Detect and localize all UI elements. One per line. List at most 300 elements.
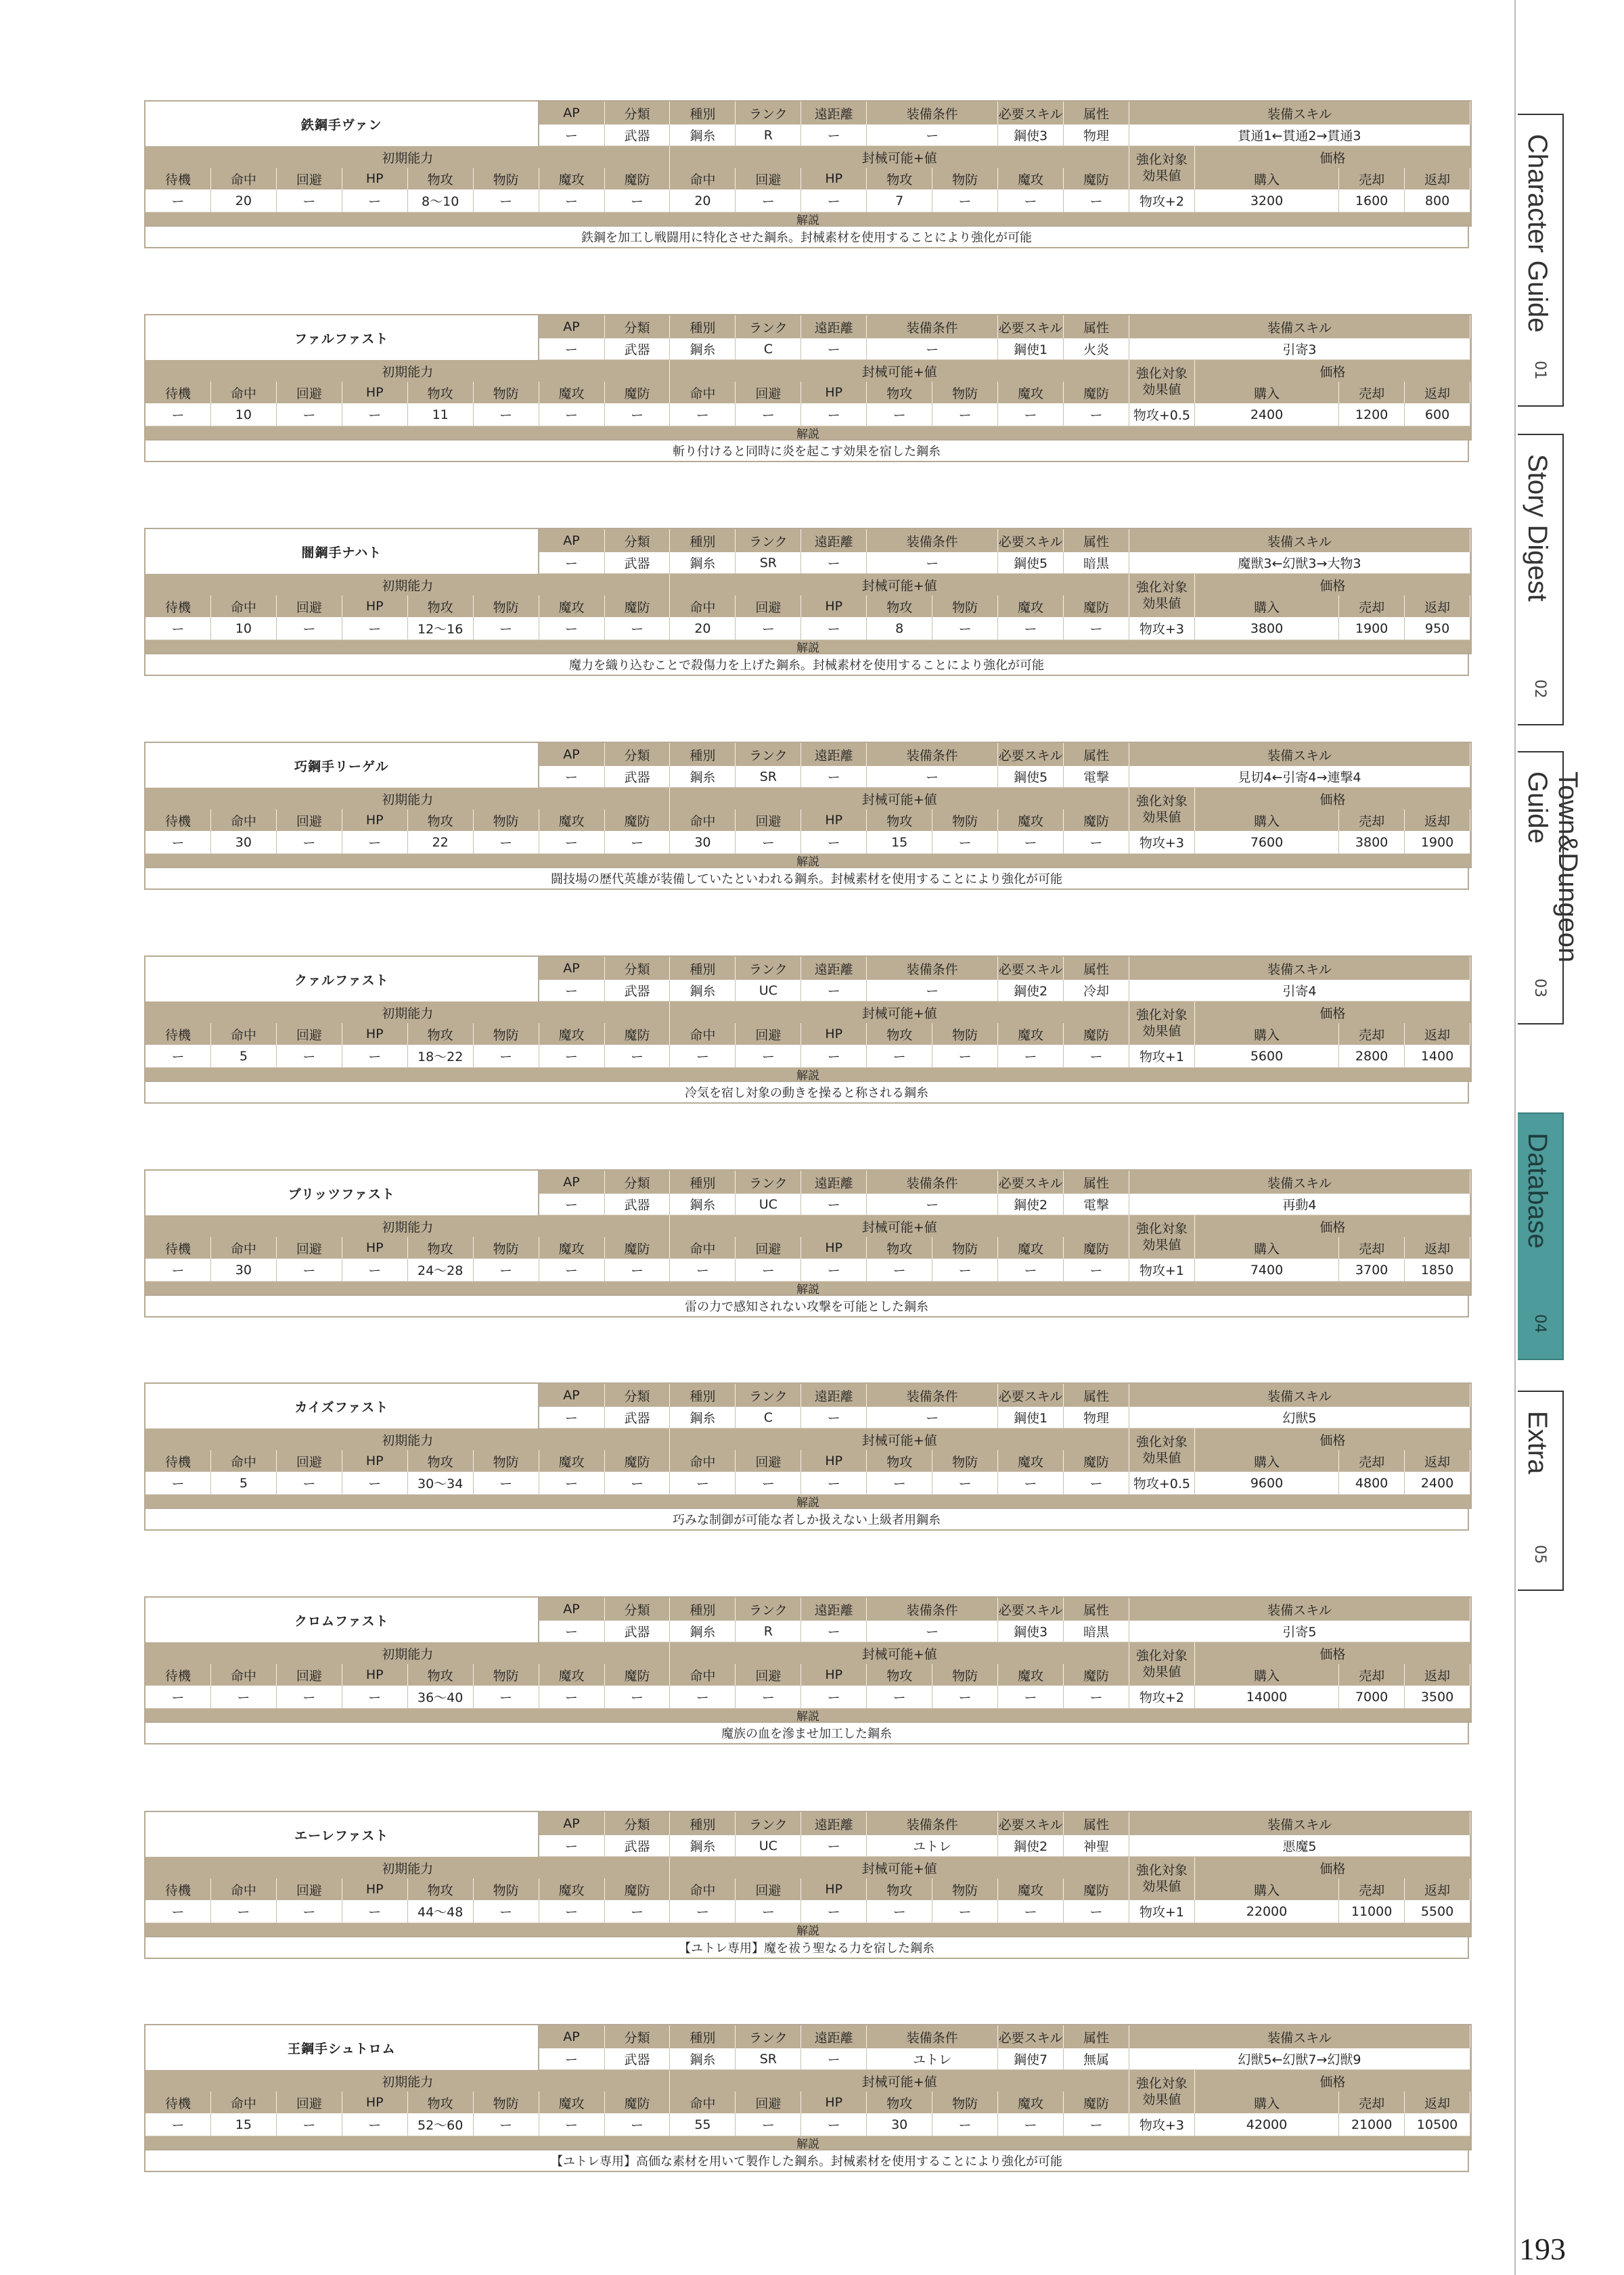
stat-value: 11 <box>408 403 474 426</box>
header-cell: 装備条件 <box>867 1598 998 1621</box>
header-sealable: 封械可能+値 <box>670 1857 1129 1878</box>
stat-value: 22 <box>408 831 474 854</box>
header-cell: 属性 <box>1064 315 1129 338</box>
header-initial-stats: 初期能力 <box>145 574 670 595</box>
header-price-col: 返却 <box>1405 1237 1470 1259</box>
header-cell: ランク <box>736 1384 801 1407</box>
stat-value: ー <box>736 1259 801 1282</box>
weapon-entry <box>144 314 1469 462</box>
header-stat: 物攻 <box>408 1878 474 1900</box>
chapter-tab[interactable] <box>1518 751 1583 1024</box>
stat-value: ー <box>736 1472 801 1495</box>
header-stat: 魔攻 <box>998 809 1064 831</box>
stat-value: ー <box>801 1045 867 1068</box>
header-cell: 装備条件 <box>867 315 998 338</box>
header-stat: 回避 <box>736 1450 801 1472</box>
header-stat: 物攻 <box>867 1664 932 1686</box>
header-stat: 物防 <box>474 1450 539 1472</box>
stat-value: ー <box>867 1045 932 1068</box>
value-cell: ー <box>539 980 605 1001</box>
header-stat: 待機 <box>145 595 211 617</box>
stat-value: ー <box>145 1045 211 1068</box>
weapon-entry <box>144 742 1469 890</box>
value-cell: ー <box>867 125 998 146</box>
value-cell: 鋼使2 <box>998 1835 1064 1857</box>
header-price-col: 購入 <box>1195 382 1339 403</box>
stat-value: ー <box>605 1045 671 1068</box>
header-cell: 分類 <box>605 315 671 338</box>
value-cell: SR <box>736 552 801 574</box>
stat-value: ー <box>998 1259 1064 1282</box>
header-stat: 回避 <box>277 595 342 617</box>
header-cell: 分類 <box>605 1171 671 1194</box>
weapon-table <box>144 528 1472 654</box>
header-stat: 魔防 <box>605 1023 671 1045</box>
stat-value: ー <box>932 403 998 426</box>
value-cell: 武器 <box>605 338 671 360</box>
header-stat: HP <box>801 2092 867 2113</box>
price-sell: 21000 <box>1339 2113 1405 2136</box>
header-stat: 回避 <box>736 168 801 189</box>
price-return: 800 <box>1405 189 1470 212</box>
header-sealable: 封械可能+値 <box>670 2070 1129 2092</box>
price-return: 1400 <box>1405 1045 1470 1068</box>
header-cell: 種別 <box>670 315 736 338</box>
header-cell: 種別 <box>670 1384 736 1407</box>
header-stat: 物攻 <box>408 1023 474 1045</box>
stat-value: 8 <box>867 617 932 640</box>
header-cell: AP <box>539 743 605 766</box>
stat-value: ー <box>277 2113 342 2136</box>
value-cell: ー <box>867 552 998 574</box>
header-cell: 遠距離 <box>801 529 867 552</box>
stat-value: ー <box>277 1900 342 1923</box>
enhance-value: 物攻+2 <box>1129 189 1195 212</box>
header-price-col: 売却 <box>1339 595 1405 617</box>
desc-header: 解説 <box>145 212 1470 225</box>
stat-value: ー <box>277 617 342 640</box>
weapon-description: 斬り付けると同時に炎を起こす効果を宿した鋼糸 <box>144 441 1469 462</box>
value-cell: 鋼使5 <box>998 552 1064 574</box>
stat-value: ー <box>145 831 211 854</box>
value-cell: 武器 <box>605 1407 671 1428</box>
header-stat: 回避 <box>736 1237 801 1259</box>
stat-value: ー <box>736 1686 801 1709</box>
header-stat: 回避 <box>277 1450 342 1472</box>
stat-value: ー <box>342 403 408 426</box>
stat-value: ー <box>736 403 801 426</box>
value-cell: ー <box>801 2048 867 2070</box>
header-cell: AP <box>539 1812 605 1835</box>
stat-value: ー <box>277 189 342 212</box>
weapon-name: 巧鋼手リーゲル <box>145 743 539 788</box>
header-enhance: 強化対象 効果値 <box>1129 146 1195 189</box>
value-cell: ユトレ <box>867 2048 998 2070</box>
header-stat: 魔攻 <box>539 1664 605 1686</box>
header-stat: HP <box>342 1023 408 1045</box>
header-cell: AP <box>539 315 605 338</box>
header-stat: 命中 <box>211 595 277 617</box>
stat-value: ー <box>736 1045 801 1068</box>
header-stat: 魔攻 <box>539 2092 605 2113</box>
price-sell: 3700 <box>1339 1259 1405 1282</box>
value-cell: 鋼糸 <box>670 1407 736 1428</box>
header-stat: HP <box>801 1878 867 1900</box>
stat-value: ー <box>277 1686 342 1709</box>
header-cell: 遠距離 <box>801 1812 867 1835</box>
header-price-col: 返却 <box>1405 168 1470 189</box>
header-cell: 必要スキル <box>998 2025 1064 2048</box>
header-stat: HP <box>342 1664 408 1686</box>
header-cell: 遠距離 <box>801 1171 867 1194</box>
desc-header: 解説 <box>145 1923 1470 1936</box>
header-cell: 必要スキル <box>998 743 1064 766</box>
value-cell: ー <box>539 1194 605 1215</box>
header-price: 価格 <box>1195 1428 1470 1450</box>
header-stat: 命中 <box>670 595 736 617</box>
header-cell: AP <box>539 1384 605 1407</box>
stat-value: ー <box>277 1472 342 1495</box>
header-price-col: 購入 <box>1195 1023 1339 1045</box>
header-stat: HP <box>801 1237 867 1259</box>
price-return: 10500 <box>1405 2113 1470 2136</box>
header-cell: 種別 <box>670 102 736 125</box>
header-cell: 属性 <box>1064 529 1129 552</box>
header-initial-stats: 初期能力 <box>145 788 670 809</box>
header-cell: AP <box>539 529 605 552</box>
price-return: 5500 <box>1405 1900 1470 1923</box>
stat-value: ー <box>1064 1472 1129 1495</box>
value-cell: UC <box>736 980 801 1001</box>
stat-value: ー <box>277 1045 342 1068</box>
stat-value: 20 <box>670 189 736 212</box>
value-cell: 武器 <box>605 552 671 574</box>
header-stat: 魔防 <box>605 1450 671 1472</box>
header-cell: 装備スキル <box>1129 957 1470 980</box>
header-enhance: 強化対象 効果値 <box>1129 360 1195 403</box>
header-stat: 物攻 <box>408 168 474 189</box>
stat-value: ー <box>277 831 342 854</box>
header-cell: 装備スキル <box>1129 102 1470 125</box>
header-stat: HP <box>801 1450 867 1472</box>
stat-value: ー <box>736 189 801 212</box>
stat-value: ー <box>1064 617 1129 640</box>
weapon-description: 巧みな制御が可能な者しか扱えない上級者用鋼糸 <box>144 1509 1469 1531</box>
header-stat: 物防 <box>932 809 998 831</box>
weapon-entry <box>144 1382 1469 1531</box>
weapon-table <box>144 955 1472 1082</box>
page-number: 193 <box>1519 2232 1566 2266</box>
header-stat: 待機 <box>145 1450 211 1472</box>
header-initial-stats: 初期能力 <box>145 1857 670 1878</box>
header-stat: 魔防 <box>1064 1664 1129 1686</box>
stat-value: 30 <box>211 1259 277 1282</box>
header-stat: 回避 <box>277 1664 342 1686</box>
value-cell: 鋼使5 <box>998 766 1064 788</box>
header-stat: HP <box>342 595 408 617</box>
header-price: 価格 <box>1195 1642 1470 1664</box>
stat-value: ー <box>539 1472 605 1495</box>
weapon-description: 【ユトレ専用】魔を祓う聖なる力を宿した鋼糸 <box>144 1937 1469 1959</box>
value-cell: UC <box>736 1194 801 1215</box>
chapter-tab[interactable] <box>1518 1391 1564 1591</box>
value-cell: 鋼糸 <box>670 552 736 574</box>
header-stat: 待機 <box>145 809 211 831</box>
stat-value: ー <box>998 617 1064 640</box>
value-cell: 鋼使7 <box>998 2048 1064 2070</box>
value-cell: 物理 <box>1064 125 1129 146</box>
header-sealable: 封械可能+値 <box>670 1642 1129 1664</box>
stat-value: ー <box>932 2113 998 2136</box>
stat-value: ー <box>342 189 408 212</box>
stat-value: ー <box>1064 1900 1129 1923</box>
header-price: 価格 <box>1195 360 1470 382</box>
stat-value: ー <box>605 189 671 212</box>
header-cell: 装備条件 <box>867 102 998 125</box>
header-cell: 種別 <box>670 957 736 980</box>
header-stat: 回避 <box>277 168 342 189</box>
chapter-tab[interactable] <box>1518 114 1564 407</box>
stat-value: ー <box>1064 831 1129 854</box>
header-price-col: 返却 <box>1405 1878 1470 1900</box>
value-cell: ー <box>801 766 867 788</box>
stat-value: ー <box>342 2113 408 2136</box>
header-stat: 回避 <box>736 809 801 831</box>
stat-value: 30 <box>867 2113 932 2136</box>
header-stat: 魔防 <box>605 1664 671 1686</box>
header-cell: 必要スキル <box>998 315 1064 338</box>
header-stat: 回避 <box>736 595 801 617</box>
value-cell: 電撃 <box>1064 1194 1129 1215</box>
price-buy: 3800 <box>1195 617 1339 640</box>
value-cell: ー <box>539 125 605 146</box>
value-cell: ー <box>867 338 998 360</box>
header-price-col: 購入 <box>1195 809 1339 831</box>
stat-value: 15 <box>867 831 932 854</box>
header-stat: 魔攻 <box>539 382 605 403</box>
header-stat: 物攻 <box>408 1237 474 1259</box>
price-return: 600 <box>1405 403 1470 426</box>
header-price-col: 売却 <box>1339 1237 1405 1259</box>
stat-value: ー <box>801 2113 867 2136</box>
header-stat: 待機 <box>145 1878 211 1900</box>
header-price-col: 返却 <box>1405 595 1470 617</box>
weapon-description: 鉄鋼を加工し戦闘用に特化させた鋼糸。封械素材を使用することにより強化が可能 <box>144 227 1469 248</box>
stat-value: 7 <box>867 189 932 212</box>
header-stat: 物防 <box>932 1878 998 1900</box>
header-stat: 魔防 <box>1064 595 1129 617</box>
header-stat: 物防 <box>474 168 539 189</box>
header-cell: 装備スキル <box>1129 1171 1470 1194</box>
stat-value: ー <box>277 403 342 426</box>
header-cell: 装備スキル <box>1129 743 1470 766</box>
header-price-col: 返却 <box>1405 2092 1470 2113</box>
header-cell: ランク <box>736 315 801 338</box>
price-buy: 5600 <box>1195 1045 1339 1068</box>
header-cell: 分類 <box>605 1598 671 1621</box>
weapon-table <box>144 1169 1472 1296</box>
stat-value: ー <box>801 1686 867 1709</box>
header-stat: 物防 <box>474 1664 539 1686</box>
price-buy: 2400 <box>1195 403 1339 426</box>
header-stat: 物防 <box>932 1237 998 1259</box>
header-stat: 物防 <box>932 595 998 617</box>
stat-value: 10 <box>211 617 277 640</box>
value-cell: 武器 <box>605 980 671 1001</box>
chapter-tab[interactable] <box>1518 1112 1564 1360</box>
stat-value: ー <box>145 1259 211 1282</box>
stat-value: ー <box>1064 1686 1129 1709</box>
header-initial-stats: 初期能力 <box>145 146 670 168</box>
header-stat: HP <box>342 809 408 831</box>
stat-value: ー <box>539 189 605 212</box>
header-price-col: 購入 <box>1195 1878 1339 1900</box>
header-price: 価格 <box>1195 1857 1470 1878</box>
weapon-description: 闘技場の歴代英雄が装備していたといわれる鋼糸。封械素材を使用することにより強化が可能 <box>144 868 1469 890</box>
header-cell: 必要スキル <box>998 529 1064 552</box>
header-stat: 回避 <box>277 809 342 831</box>
stat-value: ー <box>605 1686 671 1709</box>
header-cell: 装備スキル <box>1129 1812 1470 1835</box>
header-price-col: 購入 <box>1195 2092 1339 2113</box>
header-price: 価格 <box>1195 574 1470 595</box>
value-cell: ー <box>867 1621 998 1642</box>
stat-value: ー <box>342 831 408 854</box>
value-cell: 冷却 <box>1064 980 1129 1001</box>
header-price: 価格 <box>1195 2070 1470 2092</box>
header-price-col: 返却 <box>1405 809 1470 831</box>
value-cell: ー <box>801 1621 867 1642</box>
stat-value: 30 <box>670 831 736 854</box>
header-price-col: 購入 <box>1195 1450 1339 1472</box>
header-stat: 命中 <box>211 168 277 189</box>
header-cell: 装備条件 <box>867 957 998 980</box>
header-stat: HP <box>342 1237 408 1259</box>
header-sealable: 封械可能+値 <box>670 1215 1129 1237</box>
stat-value: 5 <box>211 1472 277 1495</box>
header-sealable: 封械可能+値 <box>670 1001 1129 1023</box>
stat-value: ー <box>998 403 1064 426</box>
value-cell: UC <box>736 1835 801 1857</box>
header-stat: 命中 <box>211 1237 277 1259</box>
header-stat: 回避 <box>736 1878 801 1900</box>
header-cell: 装備スキル <box>1129 529 1470 552</box>
header-cell: 遠距離 <box>801 743 867 766</box>
header-cell: 分類 <box>605 957 671 980</box>
stat-value: ー <box>998 189 1064 212</box>
header-cell: 分類 <box>605 102 671 125</box>
header-stat: 魔攻 <box>998 595 1064 617</box>
header-stat: HP <box>801 1664 867 1686</box>
stat-value: ー <box>932 1686 998 1709</box>
header-initial-stats: 初期能力 <box>145 1642 670 1664</box>
stat-value: ー <box>145 189 211 212</box>
header-cell: AP <box>539 102 605 125</box>
chapter-tab-label: Town&Dungeon Guide <box>1522 771 1583 963</box>
weapon-table <box>144 1596 1472 1723</box>
desc-header: 解説 <box>145 1068 1470 1081</box>
side-divider <box>1514 0 1516 2275</box>
value-cell: 鋼糸 <box>670 1835 736 1857</box>
stat-value: ー <box>539 2113 605 2136</box>
desc-header: 解説 <box>145 1282 1470 1294</box>
value-cell: 見切4←引寄4→連撃4 <box>1129 766 1470 788</box>
stat-value: ー <box>474 403 539 426</box>
value-cell: ー <box>801 1835 867 1857</box>
weapon-entry <box>144 1169 1469 1317</box>
stat-value: ー <box>867 1259 932 1282</box>
header-cell: AP <box>539 1171 605 1194</box>
value-cell: 鋼糸 <box>670 1621 736 1642</box>
price-sell: 7000 <box>1339 1686 1405 1709</box>
header-price: 価格 <box>1195 1001 1470 1023</box>
stat-value: ー <box>801 1472 867 1495</box>
header-stat: 命中 <box>670 1023 736 1045</box>
enhance-value: 物攻+1 <box>1129 1045 1195 1068</box>
header-enhance: 強化対象 効果値 <box>1129 1001 1195 1045</box>
header-cell: ランク <box>736 957 801 980</box>
header-stat: 魔攻 <box>998 168 1064 189</box>
header-stat: 魔攻 <box>539 1450 605 1472</box>
header-stat: 命中 <box>670 1664 736 1686</box>
stat-value: ー <box>1064 1259 1129 1282</box>
weapon-name: クロムファスト <box>145 1598 539 1642</box>
header-price-col: 購入 <box>1195 1237 1339 1259</box>
stat-value: ー <box>932 189 998 212</box>
stat-value: 24～28 <box>408 1259 474 1282</box>
value-cell: 暗黒 <box>1064 1621 1129 1642</box>
header-cell: 装備条件 <box>867 529 998 552</box>
enhance-value: 物攻+0.5 <box>1129 1472 1195 1495</box>
value-cell: 武器 <box>605 1835 671 1857</box>
stat-value: ー <box>670 1045 736 1068</box>
value-cell: ー <box>867 980 998 1001</box>
value-cell: 電撃 <box>1064 766 1129 788</box>
header-stat: HP <box>342 1450 408 1472</box>
value-cell: 物理 <box>1064 1407 1129 1428</box>
header-price: 価格 <box>1195 146 1470 168</box>
header-price-col: 返却 <box>1405 1023 1470 1045</box>
stat-value: ー <box>539 1900 605 1923</box>
value-cell: 暗黒 <box>1064 552 1129 574</box>
header-sealable: 封械可能+値 <box>670 360 1129 382</box>
stat-value: ー <box>605 1900 671 1923</box>
header-stat: HP <box>801 168 867 189</box>
value-cell: 引寄4 <box>1129 980 1470 1001</box>
header-stat: 魔防 <box>1064 1450 1129 1472</box>
weapon-name: エーレファスト <box>145 1812 539 1857</box>
header-cell: AP <box>539 2025 605 2048</box>
value-cell: 鋼糸 <box>670 125 736 146</box>
header-stat: 物攻 <box>408 1664 474 1686</box>
header-sealable: 封械可能+値 <box>670 146 1129 168</box>
header-stat: 魔攻 <box>539 1237 605 1259</box>
weapon-description: 雷の力で感知されない攻撃を可能とした鋼糸 <box>144 1296 1469 1317</box>
header-stat: 魔攻 <box>998 1023 1064 1045</box>
weapon-name: 鉄鋼手ヴァン <box>145 102 539 146</box>
header-cell: 必要スキル <box>998 1171 1064 1194</box>
value-cell: ー <box>539 766 605 788</box>
stat-value: 30～34 <box>408 1472 474 1495</box>
price-buy: 22000 <box>1195 1900 1339 1923</box>
header-stat: 物攻 <box>867 1023 932 1045</box>
header-stat: 命中 <box>670 2092 736 2113</box>
value-cell: 武器 <box>605 766 671 788</box>
price-sell: 3800 <box>1339 831 1405 854</box>
header-stat: 魔攻 <box>998 2092 1064 2113</box>
header-cell: ランク <box>736 2025 801 2048</box>
chapter-tab[interactable] <box>1518 434 1564 725</box>
